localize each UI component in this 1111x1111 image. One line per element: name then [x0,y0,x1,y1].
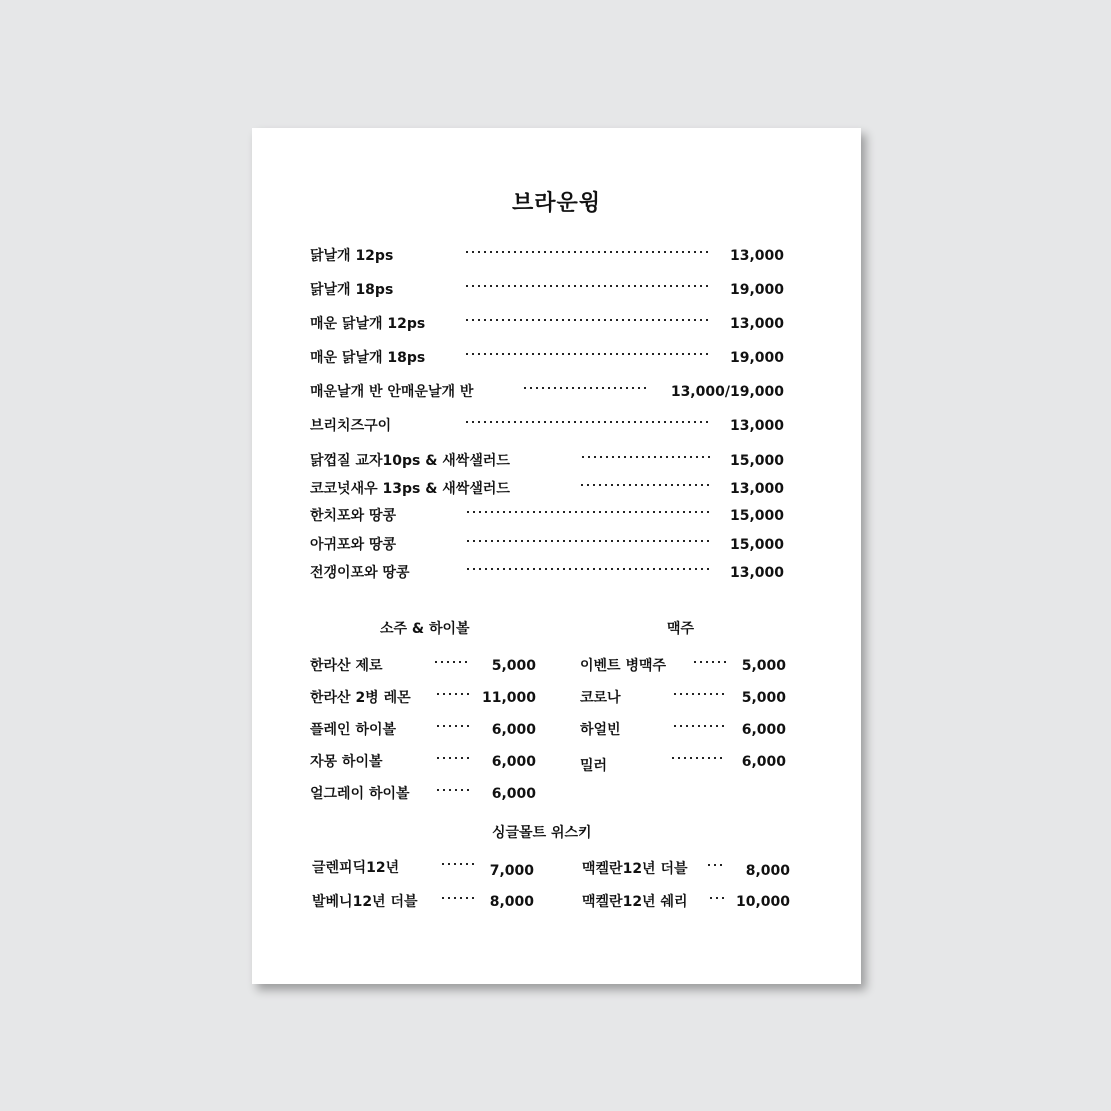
menu-item-price: 5,000 [741,690,786,706]
menu-item-name: 닭날개 12ps [310,248,394,264]
leader-dots [440,863,476,865]
leader-dots [580,456,710,458]
menu-item-name: 한라산 2병 레몬 [310,690,411,706]
menu-item-name: 코로나 [580,690,621,706]
leader-dots [670,757,722,759]
menu-item-price: 15,000 [729,508,784,524]
menu-item-name: 코코넛새우 13ps & 새싹샐러드 [310,481,510,497]
menu-item-name: 하얼빈 [580,722,621,738]
section-title-soju: 소주 & 하이볼 [380,621,470,637]
leader-dots [465,568,711,570]
menu-item-name: 이벤트 병맥주 [580,658,667,674]
section-title-beer: 맥주 [667,621,695,637]
leader-dots [465,511,711,513]
leader-dots [433,661,467,663]
menu-item-name: 아귀포와 땅콩 [310,537,397,553]
leader-dots [464,319,710,321]
menu-item-name: 플레인 하이볼 [310,722,397,738]
menu-item-name: 전갱이포와 땅콩 [310,565,410,581]
menu-item-price: 13,000 [729,248,784,264]
leader-dots [706,864,726,866]
leader-dots [579,484,709,486]
menu-item-price: 7,000 [489,863,534,879]
menu-item-price: 15,000 [729,537,784,553]
menu-item-name: 매운 닭날개 18ps [310,350,426,366]
menu-item-name: 자몽 하이볼 [310,754,383,770]
menu-item-name: 맥켈란12년 쉐리 [582,894,688,910]
leader-dots [522,387,650,389]
menu-item-name: 얼그레이 하이볼 [310,786,410,802]
menu-item-name: 한치포와 땅콩 [310,508,397,524]
menu-item-price: 6,000 [491,722,536,738]
menu-item-name: 매운 닭날개 12ps [310,316,426,332]
leader-dots [464,353,710,355]
menu-item-price: 5,000 [741,658,786,674]
menu-sheet [252,128,861,984]
menu-item-price: 19,000 [729,350,784,366]
menu-item-name: 매운날개 반 안매운날개 반 [310,384,474,400]
menu-item-price: 10,000 [735,894,790,910]
menu-item-name: 닭껍질 교자10ps & 새싹샐러드 [310,453,510,469]
leader-dots [692,661,728,663]
menu-item-price: 8,000 [745,863,790,879]
menu-item-name: 발베니12년 더블 [312,894,418,910]
menu-title: 브라운윙 [511,191,601,216]
leader-dots [465,540,711,542]
leader-dots [672,693,724,695]
menu-item-price: 6,000 [741,754,786,770]
leader-dots [464,251,710,253]
menu-item-name: 한라산 제로 [310,658,383,674]
menu-item-price: 8,000 [489,894,534,910]
menu-item-price: 5,000 [491,658,536,674]
menu-item-name: 닭날개 18ps [310,282,394,298]
menu-item-price: 19,000 [729,282,784,298]
menu-item-price: 11,000 [481,690,536,706]
menu-item-price: 6,000 [491,786,536,802]
menu-item-price: 13,000 [729,565,784,581]
menu-item-price: 6,000 [741,722,786,738]
menu-item-name: 밀러 [580,758,608,774]
leader-dots [464,285,710,287]
menu-item-price: 13,000 [729,418,784,434]
section-title-whisky: 싱글몰트 위스키 [492,825,592,841]
leader-dots [435,757,469,759]
leader-dots [435,725,469,727]
leader-dots [435,693,469,695]
leader-dots [708,897,728,899]
menu-item-price: 13,000 [729,481,784,497]
menu-item-name: 글렌피딕12년 [312,860,400,876]
menu-item-price: 15,000 [729,453,784,469]
leader-dots [464,421,710,423]
leader-dots [440,897,476,899]
menu-item-name: 맥켈란12년 더블 [582,861,688,877]
menu-item-price: 6,000 [491,754,536,770]
leader-dots [435,789,469,791]
leader-dots [672,725,724,727]
menu-item-name: 브리치즈구이 [310,418,392,434]
menu-item-price: 13,000 [729,316,784,332]
menu-item-price: 13,000/19,000 [670,384,784,400]
